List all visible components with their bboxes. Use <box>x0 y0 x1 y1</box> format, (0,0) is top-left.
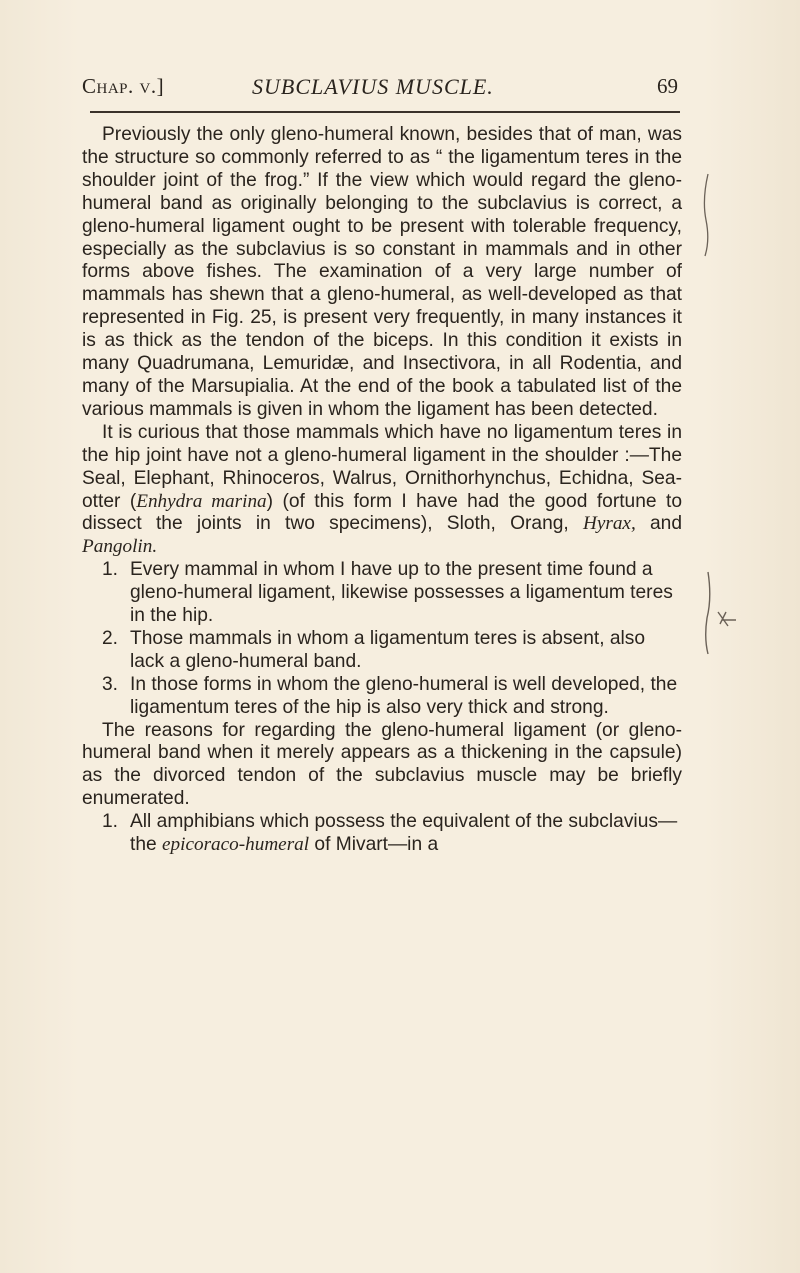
list-item <box>102 811 682 857</box>
species-hyrax: Hyrax, <box>583 513 636 535</box>
term-epicoraco-humeral: epicoraco-humeral <box>162 834 310 856</box>
species-pangolin: Pangolin. <box>82 536 158 558</box>
list-item-text-b: of Mivart—in a <box>309 834 439 856</box>
chapter-label: Chap. v.] <box>82 74 165 98</box>
list-item-text: In those forms in whom the gleno-humeral is well developed, the ligamentum teres of the hip is also very thick and strong. <box>130 673 678 718</box>
list-item-text: Those mammals in whom a ligamentum teres is absent, also lack a gleno-humeral band. <box>130 627 646 672</box>
list-item <box>102 559 682 628</box>
body-text <box>82 124 682 857</box>
list-item <box>102 674 682 720</box>
paragraph-2-text-b: ) (of this form I have had the good fortune to dissect the joints in two specimens), Sloth, Orang, <box>82 490 683 535</box>
list-item-text-a: All amphibians which possess the equivalent of the subclavius—the <box>130 811 678 856</box>
numbered-list-1 <box>82 559 682 719</box>
numbered-list-2 <box>82 811 682 857</box>
list-number: 3. <box>102 673 119 695</box>
running-header <box>82 74 678 104</box>
paragraph-3: The reasons for regarding the gleno-humeral ligament (or gleno-humeral band when it merely appears as a thickening in the capsule) as the divorced tendon of the subclavius muscle may be briefly enumerated. <box>82 719 682 810</box>
list-item <box>102 628 682 674</box>
pencil-bracket-mark <box>690 170 720 260</box>
list-number: 1. <box>102 559 119 581</box>
page-number: 69 <box>657 74 678 98</box>
paragraph-2-text-a: It is curious that those mammals which have no ligamentum teres in the hip joint have not a gleno-humeral ligament in the shoulder :—The Seal, Elephant, Rhinoceros, Walrus, Ornithorhynchus, Echidna, Sea-otter ( <box>82 421 682 512</box>
list-item-text: Every mammal in whom I have up to the present time found a gleno-humeral ligament, likewise possesses a ligamentum teres in the hip. <box>130 559 673 627</box>
paragraph-2 <box>82 422 682 559</box>
header-rule <box>90 111 680 113</box>
list-number: 2. <box>102 627 119 649</box>
paragraph-1: Previously the only gleno-humeral known, besides that of man, was the structure so commonly referred to as “ the ligamentum teres in the shoulder joint of the frog.” If the view which would regard the gleno-humeral band as originally belonging to the subclavius is correct, a gleno-humeral ligament ought to be present with tolerable frequency, especially as the subclavius is so constant in mammals and in other forms above fishes. The examination of a very large number of mammals has shewn that a gleno-humeral, as well-developed as that represented in Fig. 25, is present very frequently, in many instances it is as thick as the tendon of the biceps. In this condition it exists in many Quadrumana, Lemuridæ, and Insectivora, in all Rodentia, and many of the Marsupialia. At the end of the book a tabulated list of the various mammals is given in whom the ligament has been detected. <box>82 124 682 420</box>
list-item-text <box>130 811 677 855</box>
pencil-annotation-mark <box>690 568 750 658</box>
species-enhydra: Enhydra marina <box>136 490 267 512</box>
paragraph-2-text-c: and <box>635 513 682 535</box>
running-title: SUBCLAVIUS MUSCLE. <box>252 74 494 99</box>
list-number: 1. <box>102 811 119 833</box>
